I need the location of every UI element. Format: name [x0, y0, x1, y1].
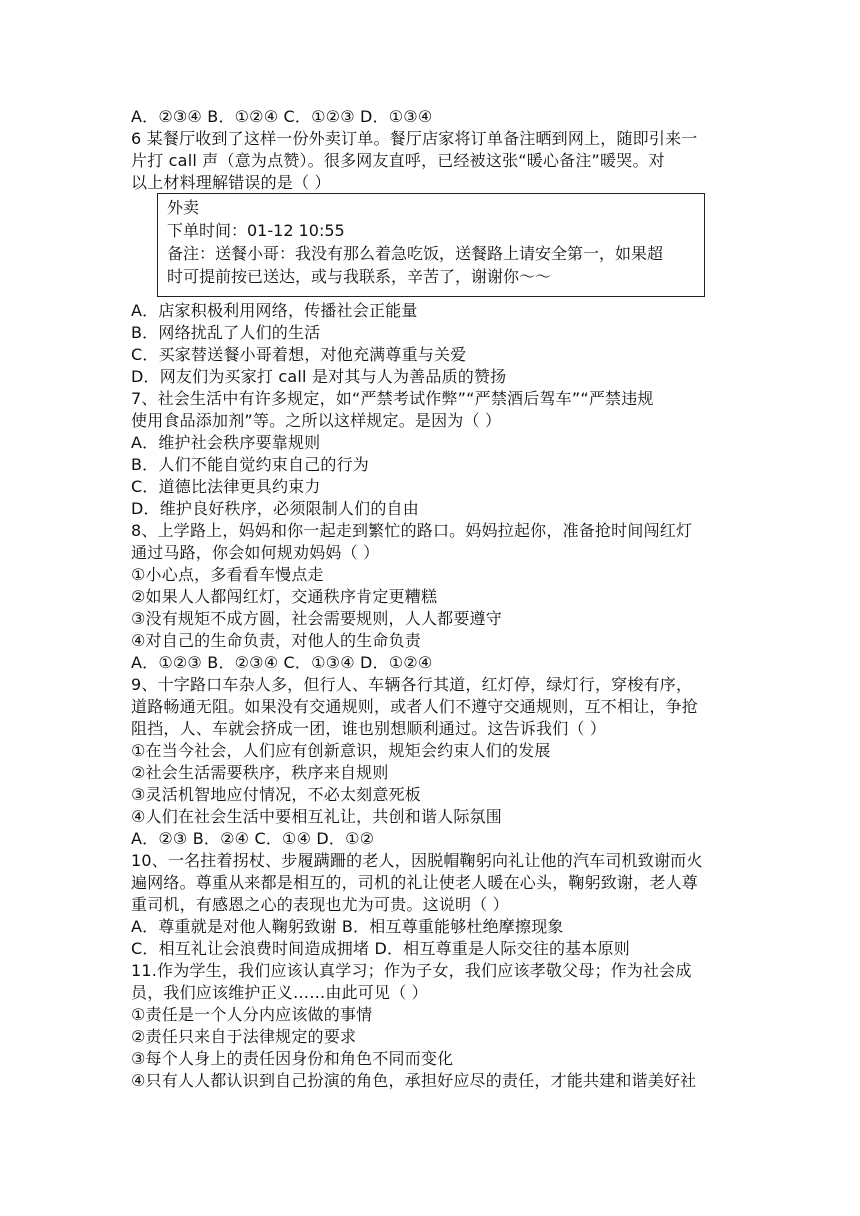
- q6-option-a: A．店家积极利用网络，传播社会正能量: [131, 301, 418, 320]
- order-box-time: 下单时间：01-12 10:55: [167, 221, 345, 240]
- q9-item-3: ③灵活机智地应付情况，不必太刻意死板: [131, 785, 421, 804]
- q10-options-ab: A．尊重就是对他人鞠躬致谢 B．相互尊重能够杜绝摩擦现象: [131, 917, 564, 936]
- q9-item-2: ②社会生活需要秩序，秩序来自规则: [131, 763, 389, 782]
- q9-options: A．②③ B．②④ C．①④ D．①②: [131, 829, 375, 848]
- q6-option-d: D．网友们为买家打 call 是对其与人为善品质的赞扬: [131, 367, 507, 386]
- q6-stem-line-2: 片打 call 声（意为点赞）。很多网友直呼，已经被这张“暖心备注”暖哭。对: [131, 151, 665, 170]
- q10-options-cd: C．相互礼让会浪费时间造成拥堵 D．相互尊重是人际交往的基本原则: [131, 939, 630, 958]
- takeout-order-box: [157, 193, 705, 297]
- q6-stem-line-3: 以上材料理解错误的是（ ）: [131, 173, 331, 192]
- q9-item-4: ④人们在社会生活中要相互礼让，共创和谐人际氛围: [131, 807, 502, 826]
- q6-stem-line-1: 6 某餐厅收到了这样一份外卖订单。餐厅店家将订单备注晒到网上，随即引来一: [131, 129, 698, 148]
- q11-item-4: ④只有人人都认识到自己扮演的角色，承担好应尽的责任，才能共建和谐美好社: [131, 1071, 697, 1090]
- q9-stem-line-3: 阻挡，人、车就会挤成一团，谁也别想顺利通过。这告诉我们（ ）: [131, 719, 607, 738]
- q8-stem-line-1: 8、上学路上，妈妈和你一起走到繁忙的路口。妈妈拉起你，准备抢时间闯红灯: [131, 521, 693, 540]
- q11-item-2: ②责任只来自于法律规定的要求: [131, 1027, 357, 1046]
- q7-option-b: B．人们不能自觉约束自己的行为: [131, 455, 369, 474]
- q11-stem-line-2: 员，我们应该维护正义……由此可见（ ）: [131, 983, 428, 1002]
- q10-stem-line-3: 重司机，有感恩之心的表现也尤为可贵。这说明（ ）: [131, 895, 509, 914]
- q7-option-a: A．维护社会秩序要靠规则: [131, 433, 321, 452]
- order-box-note-line-2: 时可提前按已送达，或与我联系，辛苦了，谢谢你～～: [167, 267, 552, 286]
- q9-item-1: ①在当今社会，人们应有创新意识，规矩会约束人们的发展: [131, 741, 551, 760]
- q10-stem-line-2: 遍网络。尊重从来都是相互的，司机的礼让使老人暖在心头，鞠躬致谢，老人尊: [131, 873, 699, 892]
- q7-stem-line-1: 7、社会生活中有许多规定，如“严禁考试作弊”“严禁酒后驾车”“严禁违规: [131, 389, 654, 408]
- q6-option-b: B．网络扰乱了人们的生活: [131, 323, 321, 342]
- q8-options: A．①②③ B．②③④ C．①③④ D．①②④: [131, 653, 433, 672]
- q10-stem-line-1: 10、一名拄着拐杖、步履蹒跚的老人，因脱帽鞠躬向礼让他的汽车司机致谢而火: [131, 851, 703, 870]
- order-box-title: 外卖: [167, 198, 200, 217]
- q9-stem-line-1: 9、十字路口车杂人多，但行人、车辆各行其道，红灯停，绿灯行，穿梭有序，: [131, 675, 693, 694]
- q7-option-c: C．道德比法律更具约束力: [131, 477, 321, 496]
- q8-item-4: ④对自己的生命负责，对他人的生命负责: [131, 631, 421, 650]
- q6-option-c: C．买家替送餐小哥着想，对他充满尊重与关爱: [131, 345, 467, 364]
- q9-stem-line-2: 道路畅通无阻。如果没有交通规则，或者人们不遵守交通规则，互不相让，争抢: [131, 697, 699, 716]
- q8-item-3: ③没有规矩不成方圆，社会需要规则，人人都要遵守: [131, 609, 502, 628]
- q7-option-d: D．维护良好秩序，必须限制人们的自由: [131, 499, 419, 518]
- q8-stem-line-2: 通过马路，你会如何规劝妈妈（ ）: [131, 543, 380, 562]
- q5-options: A．②③④ B．①②④ C．①②③ D．①③④: [131, 107, 433, 126]
- order-box-note-line-1: 备注：送餐小哥：我没有那么着急吃饭，送餐路上请安全第一，如果超: [167, 244, 664, 263]
- q8-item-1: ①小心点，多看看车慢点走: [131, 565, 324, 584]
- q11-item-3: ③每个人身上的责任因身份和角色不同而变化: [131, 1049, 454, 1068]
- q8-item-2: ②如果人人都闯红灯，交通秩序肯定更糟糕: [131, 587, 438, 606]
- q11-item-1: ①责任是一个人分内应该做的事情: [131, 1005, 373, 1024]
- q11-stem-line-1: 11.作为学生，我们应该认真学习；作为子女，我们应该孝敬父母；作为社会成: [131, 961, 692, 980]
- q7-stem-line-2: 使用食品添加剂”等。之所以这样规定。是因为（ ）: [131, 411, 502, 430]
